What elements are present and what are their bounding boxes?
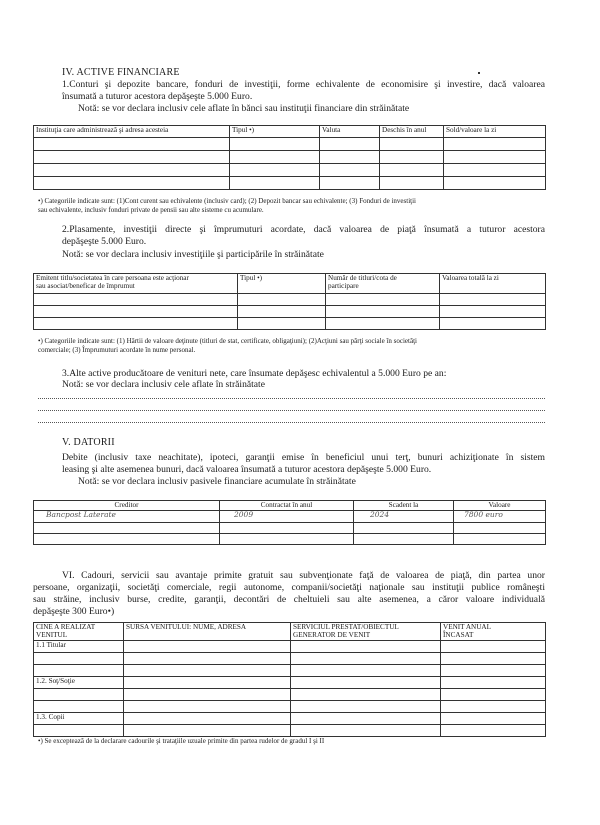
- note-bank-accounts: Notă: se vor declara inclusiv cele aflate în bănci sau instituţii financiare din străinătate: [78, 103, 410, 114]
- column-header-service-line2: GENERATOR DE VENIT: [293, 631, 371, 639]
- table-row: [34, 164, 546, 177]
- paragraph-gifts-line3: sau străine, inclusiv burse, credite, garanţii, decontări de cheltuieli sau alte asemenea, a căror valoare individuală: [33, 594, 545, 605]
- column-header-shares-line2: participare: [328, 282, 359, 290]
- paragraph-investments-line1: 2.Plasamente, investiţii directe şi împrumuturi acordate, dacă valoarea de piaţă însumată a tuturor acestora: [62, 224, 545, 235]
- table-debts: [33, 500, 546, 545]
- table-row: [34, 511, 546, 523]
- table-row: [34, 665, 546, 677]
- column-header-who: [34, 623, 124, 641]
- table-row: [34, 523, 546, 534]
- contract-year-cell: 2009: [220, 511, 354, 523]
- table-row: [34, 653, 546, 665]
- table-row: [34, 534, 546, 545]
- note-investments: Notă: se vor declara inclusiv investiţiile şi participările în străinătate: [62, 249, 324, 260]
- column-header-type: Tipul •): [230, 126, 320, 138]
- column-header-annual-income: [441, 623, 546, 641]
- note-other-assets: Notă: se vor declara inclusiv cele aflate în străinătate: [62, 379, 265, 390]
- row-label-children: 1.3. Copii: [34, 713, 124, 725]
- paragraph-bank-accounts-line1: 1.Conturi şi depozite bancare, fonduri de investiţii, forme echivalente de economisire şi investire, dacă valoarea: [62, 79, 545, 90]
- column-header-type: Tipul •): [238, 274, 326, 294]
- table-row: [34, 701, 546, 713]
- column-header-issuer-line2: sau asociat/beneficar de împrumut: [36, 282, 135, 290]
- column-header-opened-year: Deschis în anul: [380, 126, 444, 138]
- footnote-gifts-exception: •) Se exceptează de la declarare cadourile şi trataţiile uzuale primite din partea rudelor de gradul I şi II: [38, 737, 325, 745]
- paragraph-gifts-line2: persoane, organizaţii, societăţi comerciale, regii autonome, companii/societăţi naţionale sau instituţii publice româneşti: [33, 582, 545, 593]
- table-row: [34, 151, 546, 164]
- table-gifts: [33, 622, 546, 737]
- row-label-spouse: 1.2. Soţ/Soţie: [34, 677, 124, 689]
- table-row: [34, 689, 546, 701]
- table-row: [34, 725, 546, 737]
- dotted-line: [38, 422, 545, 423]
- paragraph-debts-line1: Debite (inclusiv taxe neachitate), ipoteci, garanţii emise în beneficiul unui terţ, bunuri achiziţionate în sistem: [62, 452, 545, 463]
- column-header-issuer-line1: Emitent titlu/societatea în care persoana este acţionar: [36, 274, 189, 282]
- table-investments: [33, 273, 546, 330]
- table-row: [34, 713, 546, 725]
- dotted-line: [38, 410, 545, 411]
- column-header-value: Valoare: [454, 501, 546, 511]
- creditor-cell: Bancpost Laterate: [34, 511, 220, 523]
- column-header-due: Scadent la: [354, 501, 454, 511]
- paragraph-other-assets: 3.Alte active producătoare de venituri nete, care însumate depăşesc echivalentul a 5.000 Euro pe an:: [62, 368, 447, 379]
- table-row: [34, 306, 546, 318]
- value-cell: 7800 euro: [454, 511, 546, 523]
- note-debts: Notă: se vor declara inclusiv pasivele financiare acumulate în străinătate: [78, 476, 356, 487]
- column-header-source: SURSA VENITULUI: NUME, ADRESA: [124, 623, 291, 641]
- footnote-investment-categories-line2: comerciale; (3) Împrumuturi acordate în nume personal.: [38, 346, 196, 354]
- section-heading-active-financiare: IV. ACTIVE FINANCIARE: [62, 67, 180, 78]
- table-row: [34, 138, 546, 151]
- column-header-contract-year: Contractat în anul: [220, 501, 354, 511]
- paragraph-gifts-line1: VI. Cadouri, servicii sau avantaje primite gratuit sau subvenţionate faţă de valoarea de piaţă, din partea unor: [62, 570, 545, 581]
- column-header-total-value: Valoarea totală la zi: [440, 274, 546, 294]
- column-header-service-line1: SERVICIUL PRESTAT/OBIECTUL: [293, 623, 399, 631]
- table-row: [34, 641, 546, 653]
- column-header-balance: Sold/valoare la zi: [444, 126, 546, 138]
- column-header-institution: Instituţia care administrează şi adresa acesteia: [34, 126, 230, 138]
- footnote-account-categories-line1: •) Categoriile indicate sunt: (1)Cont curent sau echivalente (inclusiv card); (2) Depozit bancar sau echivalente; (3) Fonduri de investiţii: [38, 197, 416, 205]
- paragraph-bank-accounts-line2: însumată a tuturor acestora depăşeşte 5.000 Euro.: [62, 91, 253, 102]
- column-header-annual-income-line1: VENIT ANUAL: [443, 623, 491, 631]
- paragraph-investments-line2: depăşeşte 5.000 Euro.: [62, 236, 147, 247]
- table-row: [34, 318, 546, 330]
- paragraph-gifts-line4: depăşeşte 300 Euro•): [33, 606, 115, 617]
- table-row: [34, 677, 546, 689]
- due-cell: 2024: [354, 511, 454, 523]
- footnote-account-categories-line2: sau echivalente, inclusiv fonduri private de pensii sau alte sisteme cu acumulare.: [38, 206, 264, 214]
- section-heading-datorii: V. DATORII: [62, 437, 115, 448]
- column-header-issuer: [34, 274, 238, 294]
- column-header-who-line2: VENITUL: [36, 631, 68, 639]
- column-header-annual-income-line2: ÎNCASAT: [443, 631, 474, 639]
- table-bank-accounts: [33, 125, 546, 190]
- paragraph-debts-line2: leasing şi alte asemenea bunuri, dacă valoarea însumată a tuturor acestora depăşeşte 5.000 Euro.: [62, 464, 432, 475]
- row-label-titular: 1.1 Titular: [34, 641, 124, 653]
- column-header-service: [291, 623, 441, 641]
- stray-mark: [478, 72, 480, 74]
- table-row: [34, 177, 546, 190]
- column-header-shares: [326, 274, 440, 294]
- column-header-shares-line1: Număr de titluri/cota de: [328, 274, 397, 282]
- column-header-creditor: Creditor: [34, 501, 220, 511]
- table-row: [34, 294, 546, 306]
- column-header-who-line1: CINE A REALIZAT: [36, 623, 96, 631]
- footnote-investment-categories-line1: •) Categoriile indicate sunt: (1) Hârtii de valoare deţinute (titluri de stat, certificate, obligaţiuni); (2)Acţiuni sau părţi sociale în societăţi: [38, 337, 417, 345]
- column-header-currency: Valuta: [320, 126, 380, 138]
- dotted-line: [38, 398, 545, 399]
